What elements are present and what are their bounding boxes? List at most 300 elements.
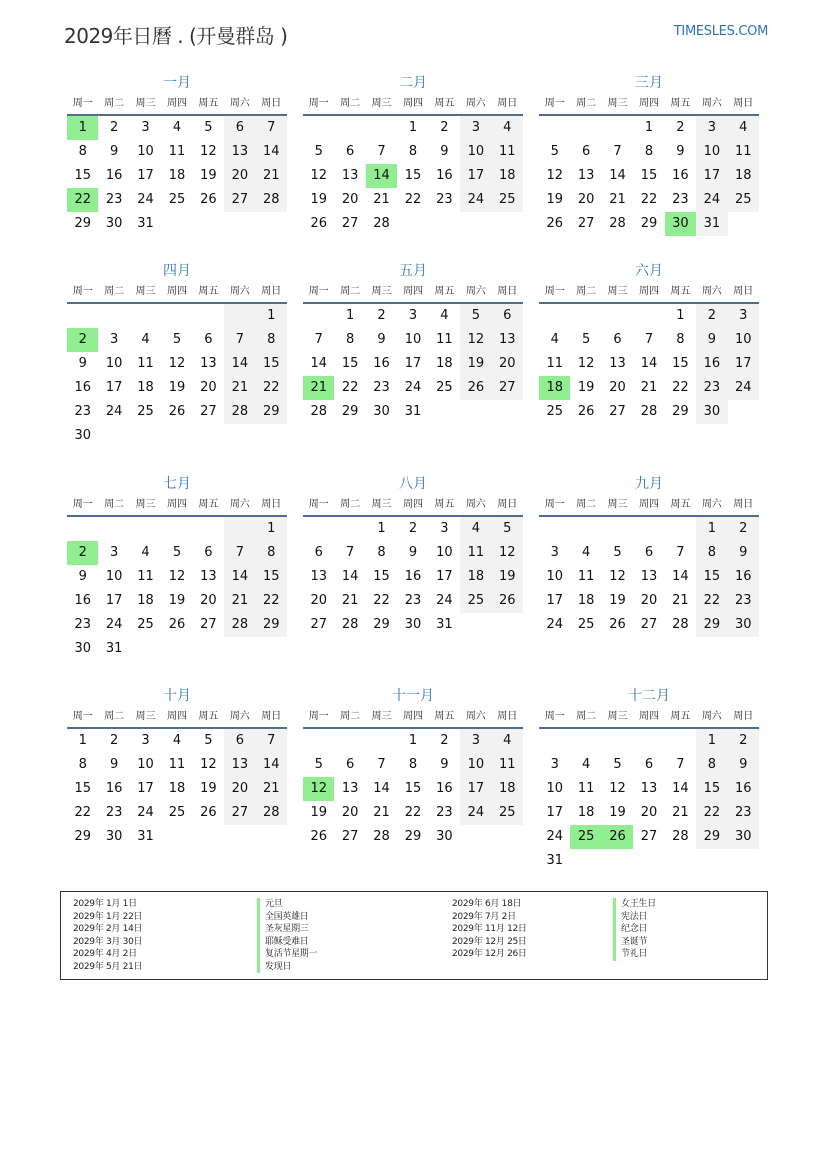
day-cell: 17: [105, 380, 123, 395]
day-grid: [303, 116, 523, 236]
weekday-label: 周日: [261, 499, 282, 510]
month-7: [67, 474, 287, 661]
day-cell: 13: [200, 356, 217, 371]
day-cell: 11: [728, 140, 759, 164]
holiday-day-cell: 22: [67, 188, 98, 212]
month-name: 一月: [163, 75, 191, 91]
day-cell: 22: [256, 589, 287, 613]
weekday-label: 周三: [371, 98, 392, 109]
empty-day-cell: [492, 613, 523, 637]
weekday-label: 周三: [607, 499, 628, 510]
day-cell: 19: [609, 805, 626, 820]
day-cell: 15: [640, 168, 658, 183]
day-cell: 29: [256, 613, 287, 637]
weekday-label: 周六: [229, 711, 250, 722]
day-cell: 20: [577, 192, 595, 207]
day-cell: 22: [696, 801, 727, 825]
month-name: 三月: [635, 75, 663, 91]
day-cell: 3: [440, 521, 449, 536]
weekday-label: 周二: [340, 286, 361, 297]
day-cell: 27: [609, 404, 626, 419]
day-cell: 28: [672, 829, 689, 844]
month-name: 六月: [635, 263, 663, 279]
day-grid: [67, 304, 287, 448]
day-cell: 15: [74, 168, 91, 183]
weekday-label: 周二: [104, 711, 125, 722]
day-cell: 4: [141, 545, 150, 560]
weekday-label: 周四: [402, 98, 423, 109]
brand-link[interactable]: TIMESLES.COM: [673, 24, 768, 39]
day-cell: 26: [577, 404, 595, 419]
weekday-label: 周日: [261, 286, 282, 297]
day-cell: 27: [492, 376, 523, 400]
empty-day-cell: [98, 424, 129, 448]
empty-day-cell: [665, 517, 696, 541]
day-cell: 24: [546, 617, 563, 632]
day-cell: 20: [341, 805, 359, 820]
month-10: [67, 686, 287, 849]
day-cell: 23: [105, 805, 123, 820]
day-cell: 11: [137, 569, 154, 584]
day-cell: 6: [224, 116, 255, 140]
day-cell: 4: [728, 116, 759, 140]
day-cell: 1: [644, 120, 654, 135]
month-12: [539, 686, 759, 873]
day-cell: 16: [436, 168, 453, 183]
month-2: [303, 73, 523, 236]
day-cell: 19: [200, 168, 217, 183]
day-cell: 27: [341, 216, 359, 231]
day-cell: 23: [373, 380, 390, 395]
weekday-label: 周四: [638, 499, 659, 510]
weekday-label: 周二: [340, 98, 361, 109]
day-cell: 17: [137, 168, 154, 183]
holiday-dates-left: [73, 898, 142, 973]
day-cell: 28: [672, 617, 689, 632]
day-cell: 2: [676, 120, 685, 135]
day-cell: 26: [460, 376, 491, 400]
weekday-label: 周三: [371, 286, 392, 297]
weekday-label: 周三: [135, 499, 156, 510]
weekday-label: 周一: [72, 711, 93, 722]
empty-day-cell: [256, 424, 287, 448]
empty-day-cell: [539, 116, 570, 140]
day-cell: 27: [224, 801, 255, 825]
weekday-label: 周四: [638, 98, 659, 109]
month-name: 十一月: [392, 688, 434, 704]
day-cell: 15: [256, 352, 287, 376]
empty-day-cell: [256, 637, 287, 661]
day-cell: 26: [168, 404, 186, 419]
day-cell: 29: [373, 617, 390, 632]
day-cell: 8: [345, 332, 355, 347]
weekday-header: [303, 497, 523, 517]
day-cell: 15: [404, 168, 422, 183]
day-cell: 29: [341, 404, 359, 419]
empty-day-cell: [224, 825, 255, 849]
day-cell: 3: [109, 545, 119, 560]
day-cell: 31: [436, 617, 453, 632]
month-name: 四月: [163, 263, 191, 279]
holiday-date: 2029年 3月 30日: [73, 936, 143, 947]
holiday-day-cell: 18: [539, 376, 570, 400]
empty-day-cell: [633, 517, 664, 541]
weekday-label: 周二: [576, 499, 597, 510]
day-cell: 19: [168, 593, 186, 608]
day-cell: 12: [609, 781, 626, 796]
day-cell: 29: [696, 613, 727, 637]
day-cell: 23: [74, 404, 91, 419]
day-cell: 14: [640, 356, 658, 371]
day-cell: 21: [672, 805, 689, 820]
day-cell: 11: [436, 332, 453, 347]
day-cell: 19: [310, 805, 327, 820]
day-cell: 20: [200, 593, 217, 608]
weekday-label: 周四: [638, 711, 659, 722]
empty-day-cell: [570, 849, 601, 873]
holiday-dates-right: [452, 898, 527, 961]
day-cell: 31: [546, 853, 563, 868]
day-cell: 22: [256, 376, 287, 400]
day-cell: 28: [310, 404, 327, 419]
day-cell: 6: [204, 545, 213, 560]
weekday-label: 周日: [497, 286, 518, 297]
day-cell: 13: [577, 168, 595, 183]
holiday-day-cell: 1: [67, 116, 98, 140]
day-cell: 10: [404, 332, 422, 347]
day-cell: 22: [74, 805, 91, 820]
holiday-day-cell: 12: [303, 777, 334, 801]
weekday-label: 周二: [104, 499, 125, 510]
day-cell: 4: [172, 733, 182, 748]
weekday-label: 周五: [670, 499, 691, 510]
day-cell: 13: [224, 753, 255, 777]
day-cell: 21: [224, 589, 255, 613]
weekday-label: 周五: [670, 286, 691, 297]
empty-day-cell: [193, 424, 224, 448]
day-cell: 8: [408, 144, 418, 159]
day-cell: 17: [546, 805, 563, 820]
day-cell: 25: [168, 805, 186, 820]
day-cell: 14: [373, 781, 390, 796]
day-cell: 18: [436, 356, 453, 371]
month-name: 二月: [399, 75, 427, 91]
day-cell: 16: [696, 352, 727, 376]
empty-day-cell: [665, 849, 696, 873]
day-cell: 15: [256, 565, 287, 589]
day-cell: 25: [546, 404, 563, 419]
weekday-label: 周二: [340, 711, 361, 722]
weekday-label: 周三: [371, 711, 392, 722]
day-cell: 21: [373, 805, 390, 820]
day-cell: 19: [200, 781, 217, 796]
day-cell: 26: [200, 805, 217, 820]
day-cell: 3: [728, 304, 759, 328]
day-cell: 23: [74, 617, 91, 632]
day-cell: 1: [377, 521, 386, 536]
day-cell: 11: [577, 569, 595, 584]
day-cell: 29: [696, 825, 727, 849]
day-cell: 30: [373, 404, 390, 419]
day-cell: 21: [256, 777, 287, 801]
day-cell: 1: [256, 517, 287, 541]
day-cell: 14: [256, 140, 287, 164]
weekday-label: 周三: [607, 286, 628, 297]
day-cell: 11: [137, 356, 154, 371]
day-cell: 16: [728, 565, 759, 589]
day-cell: 24: [105, 404, 123, 419]
day-cell: 23: [728, 589, 759, 613]
day-cell: 29: [74, 216, 91, 231]
weekday-label: 周一: [72, 286, 93, 297]
day-cell: 20: [640, 593, 658, 608]
holiday-list: [60, 891, 768, 980]
empty-day-cell: [633, 849, 664, 873]
weekday-label: 周五: [670, 711, 691, 722]
weekday-label: 周一: [544, 711, 565, 722]
holiday-day-cell: 25: [570, 825, 601, 849]
day-cell: 6: [314, 545, 323, 560]
day-cell: 22: [341, 380, 359, 395]
month-name: 八月: [399, 476, 427, 492]
day-cell: 7: [377, 144, 386, 159]
day-cell: 12: [200, 144, 217, 159]
empty-day-cell: [570, 116, 601, 140]
day-cell: 20: [224, 164, 255, 188]
day-cell: 10: [105, 356, 123, 371]
day-cell: 6: [204, 332, 213, 347]
empty-day-cell: [728, 400, 759, 424]
day-cell: 12: [492, 541, 523, 565]
empty-day-cell: [303, 517, 334, 541]
day-cell: 30: [105, 829, 123, 844]
day-cell: 23: [672, 192, 689, 207]
holiday-name: 元旦: [257, 898, 317, 911]
empty-day-cell: [98, 517, 129, 541]
day-cell: 3: [408, 308, 418, 323]
day-cell: 7: [224, 328, 255, 352]
month-3: [539, 73, 759, 236]
day-cell: 13: [341, 168, 359, 183]
day-cell: 5: [172, 545, 182, 560]
day-cell: 1: [345, 308, 355, 323]
day-cell: 9: [696, 328, 727, 352]
day-cell: 30: [728, 825, 759, 849]
weekday-label: 周日: [733, 286, 754, 297]
day-cell: 21: [341, 593, 359, 608]
weekday-label: 周日: [733, 499, 754, 510]
empty-day-cell: [256, 825, 287, 849]
holiday-date: 2029年 4月 2日: [73, 949, 137, 959]
day-cell: 2: [440, 120, 449, 135]
day-cell: 31: [105, 641, 123, 656]
day-cell: 2: [696, 304, 727, 328]
empty-day-cell: [161, 304, 192, 328]
day-grid: [539, 304, 759, 424]
month-name: 十月: [163, 688, 191, 704]
day-cell: 18: [492, 164, 523, 188]
weekday-label: 周五: [198, 499, 219, 510]
day-cell: 23: [436, 805, 453, 820]
day-cell: 12: [577, 356, 595, 371]
holiday-date: 2029年 12月 25日: [452, 936, 527, 947]
day-cell: 6: [581, 144, 591, 159]
day-cell: 22: [373, 593, 390, 608]
day-cell: 23: [404, 593, 422, 608]
day-cell: 5: [314, 144, 323, 159]
day-cell: 15: [404, 781, 422, 796]
day-cell: 4: [550, 332, 559, 347]
empty-day-cell: [492, 400, 523, 424]
day-cell: 14: [310, 356, 327, 371]
day-cell: 24: [105, 617, 123, 632]
empty-day-cell: [366, 729, 397, 753]
day-cell: 28: [640, 404, 658, 419]
day-cell: 15: [696, 565, 727, 589]
day-cell: 26: [168, 617, 186, 632]
weekday-label: 周一: [72, 499, 93, 510]
day-cell: 27: [310, 617, 327, 632]
day-cell: 18: [168, 168, 186, 183]
weekday-label: 周四: [166, 711, 187, 722]
empty-day-cell: [696, 849, 727, 873]
day-cell: 3: [550, 757, 559, 772]
weekday-label: 周五: [198, 286, 219, 297]
day-cell: 22: [404, 805, 422, 820]
holiday-name: 宪法日: [613, 911, 656, 924]
weekday-label: 周一: [544, 499, 565, 510]
day-cell: 26: [310, 216, 327, 231]
day-cell: 16: [105, 168, 123, 183]
day-cell: 16: [74, 593, 91, 608]
day-cell: 9: [408, 545, 418, 560]
day-cell: 13: [310, 569, 327, 584]
day-grid: [67, 517, 287, 661]
day-cell: 18: [577, 593, 595, 608]
day-cell: 12: [609, 569, 626, 584]
day-cell: 3: [460, 729, 491, 753]
weekday-label: 周六: [465, 711, 486, 722]
day-cell: 24: [137, 805, 154, 820]
empty-day-cell: [429, 400, 460, 424]
day-cell: 17: [696, 164, 727, 188]
month-4: [67, 261, 287, 448]
day-cell: 10: [105, 569, 123, 584]
weekday-header: [539, 284, 759, 304]
month-name: 九月: [635, 476, 663, 492]
weekday-label: 周四: [638, 286, 659, 297]
day-cell: 31: [404, 404, 422, 419]
weekday-label: 周五: [434, 711, 455, 722]
day-cell: 28: [256, 801, 287, 825]
day-cell: 5: [550, 144, 559, 159]
day-cell: 14: [224, 565, 255, 589]
empty-day-cell: [161, 212, 192, 236]
day-cell: 5: [204, 120, 213, 135]
holiday-name: 女王生日: [613, 898, 656, 911]
weekday-label: 周三: [371, 499, 392, 510]
empty-day-cell: [224, 424, 255, 448]
empty-day-cell: [539, 517, 570, 541]
day-cell: 6: [644, 757, 654, 772]
empty-day-cell: [130, 517, 161, 541]
day-cell: 27: [200, 404, 217, 419]
day-cell: 12: [460, 328, 491, 352]
empty-day-cell: [633, 729, 664, 753]
empty-day-cell: [303, 729, 334, 753]
day-cell: 27: [341, 829, 359, 844]
day-cell: 28: [224, 400, 255, 424]
empty-day-cell: [460, 613, 491, 637]
day-cell: 3: [141, 733, 150, 748]
empty-day-cell: [397, 212, 428, 236]
day-cell: 21: [640, 380, 658, 395]
empty-day-cell: [539, 304, 570, 328]
day-cell: 18: [137, 593, 154, 608]
holiday-name: 全国英雄日: [257, 911, 317, 924]
day-cell: 9: [109, 144, 119, 159]
day-cell: 22: [404, 192, 422, 207]
day-cell: 7: [256, 116, 287, 140]
empty-day-cell: [224, 637, 255, 661]
day-cell: 13: [341, 781, 359, 796]
day-grid: [303, 304, 523, 424]
weekday-label: 周日: [733, 711, 754, 722]
day-grid: [67, 729, 287, 849]
day-cell: 2: [728, 729, 759, 753]
day-cell: 17: [137, 781, 154, 796]
day-cell: 9: [440, 757, 449, 772]
day-cell: 2: [109, 120, 119, 135]
holiday-date: 2029年 7月 2日: [452, 911, 516, 922]
empty-day-cell: [161, 825, 192, 849]
holiday-date: 2029年 11月 12日: [452, 924, 527, 934]
day-cell: 22: [640, 192, 658, 207]
empty-day-cell: [492, 825, 523, 849]
day-grid: [539, 116, 759, 236]
day-cell: 27: [224, 188, 255, 212]
day-cell: 12: [168, 569, 186, 584]
day-cell: 4: [440, 308, 449, 323]
day-cell: 9: [676, 144, 685, 159]
weekday-label: 周六: [701, 499, 722, 510]
day-cell: 20: [492, 352, 523, 376]
weekday-label: 周一: [308, 286, 329, 297]
empty-day-cell: [67, 517, 98, 541]
weekday-label: 周一: [308, 98, 329, 109]
day-cell: 6: [492, 304, 523, 328]
empty-day-cell: [193, 212, 224, 236]
day-cell: 26: [546, 216, 563, 231]
day-cell: 27: [200, 617, 217, 632]
day-cell: 30: [404, 617, 422, 632]
day-cell: 19: [577, 380, 595, 395]
day-cell: 17: [404, 356, 422, 371]
weekday-label: 周五: [198, 711, 219, 722]
weekday-label: 周一: [308, 499, 329, 510]
weekday-label: 周六: [701, 711, 722, 722]
day-cell: 18: [168, 781, 186, 796]
day-cell: 3: [109, 332, 119, 347]
day-cell: 2: [109, 733, 119, 748]
day-cell: 19: [546, 192, 563, 207]
empty-day-cell: [492, 212, 523, 236]
day-cell: 9: [78, 569, 87, 584]
weekday-label: 周六: [465, 98, 486, 109]
day-cell: 2: [728, 517, 759, 541]
day-cell: 5: [172, 332, 182, 347]
empty-day-cell: [429, 212, 460, 236]
